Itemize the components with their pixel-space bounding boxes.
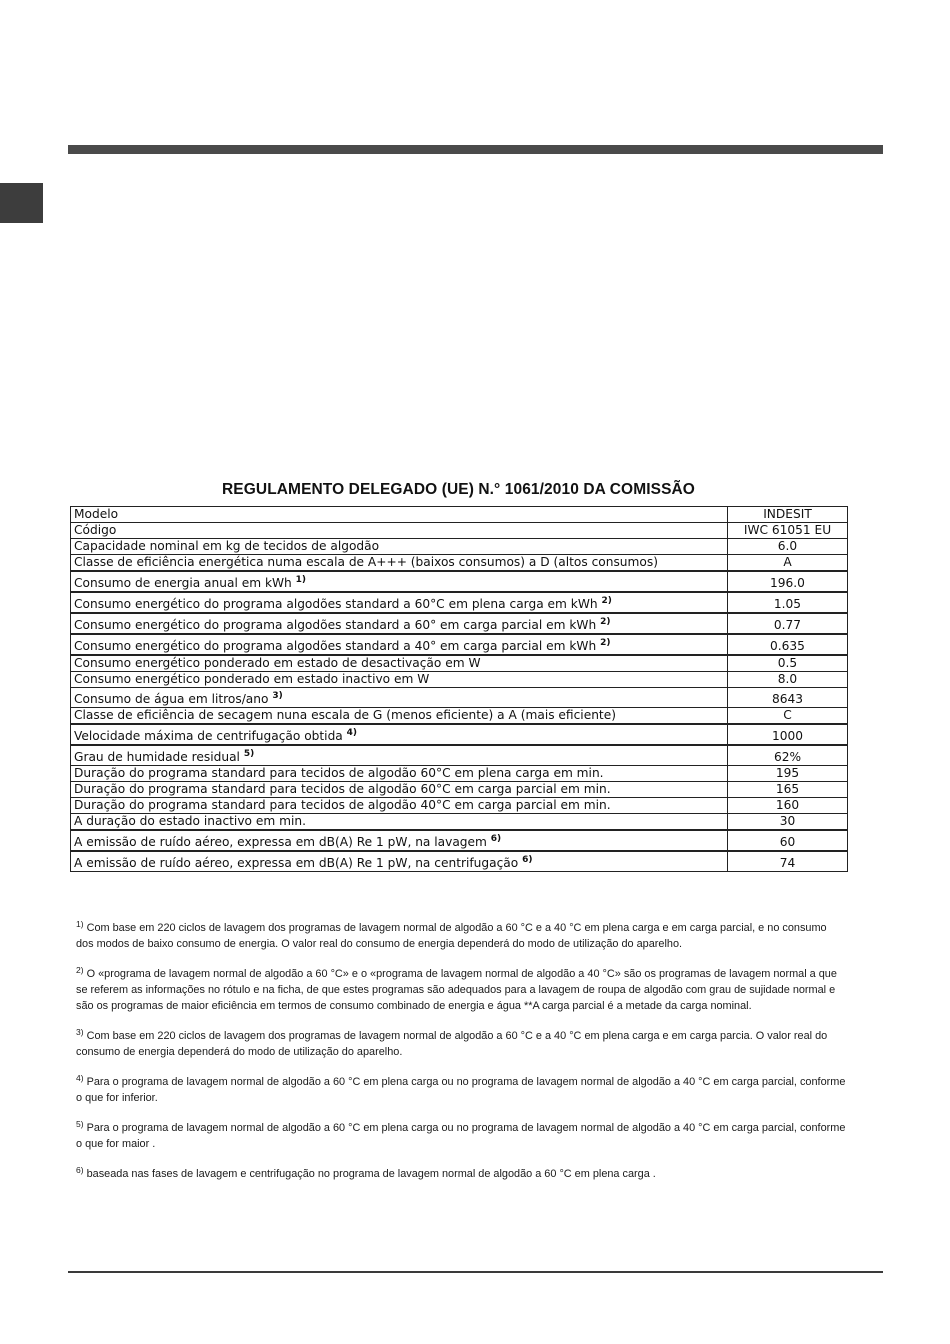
row-label [71, 688, 728, 708]
row-label-text: Consumo energético do programa algodões standard a 60° em carga parcial em kWh [74, 618, 597, 632]
table-row [71, 708, 848, 725]
row-label-text: Duração do programa standard para tecidos de algodão 60°C em plena carga em min. [74, 766, 604, 780]
row-label [71, 655, 728, 672]
footnote-mark: 2) [76, 965, 84, 975]
row-label-text: Consumo energético ponderado em estado de desactivação em W [74, 656, 481, 670]
footnote-ref: 4) [346, 728, 358, 738]
footnote-ref: 6) [522, 855, 533, 865]
row-value: 0.5 [728, 655, 848, 672]
row-value: IWC 61051 EU [728, 523, 848, 539]
footnote-text: O «programa de lavagem normal de algodão a 60 °C» e o «programa de lavagem normal de algodão a 40 °C» são os programas de lavagem normal a que se referem as informações no rótulo e na ficha, de que estes programas são adequados para a lavagem de roupa de algodão com grau de sujidade normal e são os programas de maior eficiência em termos de consumo combinado de energia e água **A carga parcial é a metade da carga nominal. [76, 968, 837, 1012]
row-label [71, 745, 728, 766]
row-label-text: Classe de eficiência de secagem nuna escala de G (menos eficiente) a A (mais eficiente) [74, 708, 616, 722]
row-label-text: Consumo energético ponderado em estado inactivo em W [74, 672, 430, 686]
table-row [71, 634, 848, 655]
row-label [71, 708, 728, 725]
row-label-text: Capacidade nominal em kg de tecidos de algodão [74, 539, 380, 553]
table-row [71, 592, 848, 613]
row-label [71, 539, 728, 555]
table-row [71, 724, 848, 745]
table-row [71, 539, 848, 555]
footnote-ref: 5) [243, 749, 255, 759]
row-label [71, 798, 728, 814]
footnotes [76, 920, 846, 1196]
footnote-ref: 2) [600, 617, 611, 627]
table-row [71, 851, 848, 872]
row-label-text: Consumo energético do programa algodões standard a 40° em carga parcial em kWh [74, 639, 597, 653]
row-value: INDESIT [728, 507, 848, 523]
row-label-text: Modelo [74, 507, 119, 521]
table-row [71, 672, 848, 688]
row-label [71, 592, 728, 613]
row-label [71, 766, 728, 782]
footnote-text: Para o programa de lavagem normal de algodão a 60 °C em plena carga ou no programa de lavagem normal de algodão a 40 °C em carga parcial, conforme o que for maior . [76, 1122, 846, 1150]
specification-table [70, 506, 848, 872]
row-label [71, 851, 728, 872]
row-label-text: Consumo de energia anual em kWh [74, 576, 292, 590]
row-value: 196.0 [728, 571, 848, 592]
row-label [71, 571, 728, 592]
row-value: A [728, 555, 848, 572]
table-row [71, 555, 848, 572]
footnote-text: baseada nas fases de lavagem e centrifugação no programa de lavagem normal de algodão a 60 °C em plena carga . [86, 1168, 656, 1180]
row-label [71, 555, 728, 572]
row-label-text: Duração do programa standard para tecidos de algodão 60°C em carga parcial em min. [74, 782, 611, 796]
row-label [71, 523, 728, 539]
row-value: 0.635 [728, 634, 848, 655]
table-row [71, 766, 848, 782]
row-label [71, 672, 728, 688]
row-label [71, 613, 728, 634]
row-label-text: Consumo energético do programa algodões standard a 60°C em plena carga em kWh [74, 597, 598, 611]
footnote-item [76, 1028, 846, 1060]
table-row [71, 523, 848, 539]
regulation-title: REGULAMENTO DELEGADO (UE) N.° 1061/2010 DA COMISSÃO [222, 481, 695, 498]
footnote-mark: 6) [76, 1165, 84, 1175]
row-label-text: Consumo de água em litros/ano [74, 692, 269, 706]
table-row [71, 745, 848, 766]
row-value: 8.0 [728, 672, 848, 688]
footnote-mark: 3) [76, 1027, 84, 1037]
table-row [71, 655, 848, 672]
row-value: 165 [728, 782, 848, 798]
row-value: 0.77 [728, 613, 848, 634]
row-value: 1000 [728, 724, 848, 745]
footnote-ref: 2) [600, 638, 611, 648]
row-value: 1.05 [728, 592, 848, 613]
row-label-text: A emissão de ruído aéreo, expressa em dB(A) Re 1 pW, na centrifugação [74, 856, 519, 870]
footnote-mark: 5) [76, 1119, 84, 1129]
row-label-text: A duração do estado inactivo em min. [74, 814, 306, 828]
row-value: 74 [728, 851, 848, 872]
row-label-text: A emissão de ruído aéreo, expressa em dB(A) Re 1 pW, na lavagem [74, 835, 487, 849]
footnote-item [76, 1120, 846, 1152]
row-value: 30 [728, 814, 848, 831]
footnote-item [76, 1074, 846, 1106]
footnote-item [76, 966, 846, 1014]
row-label-text: Grau de humidade residual [74, 750, 240, 764]
row-label [71, 634, 728, 655]
footnote-text: Para o programa de lavagem normal de algodão a 60 °C em plena carga ou no programa de lavagem normal de algodão a 40 °C em carga parcial, conforme o que for inferior. [76, 1076, 846, 1104]
footnote-item [76, 920, 846, 952]
footnote-text: Com base em 220 ciclos de lavagem dos programas de lavagem normal de algodão a 60 °C e a 40 °C em plena carga e em carga parcia. O valor real do consumo de energia dependerá do modo de utilização do aparelho. [76, 1030, 828, 1058]
row-label-text: Classe de eficiência energética numa escala de A+++ (baixos consumos) a D (altos consumos) [74, 555, 658, 569]
row-label [71, 782, 728, 798]
table-row [71, 782, 848, 798]
row-value: C [728, 708, 848, 725]
footnote-mark: 4) [76, 1073, 84, 1083]
footnote-item [76, 1166, 846, 1182]
bottom-rule [68, 1271, 883, 1273]
table-row [71, 798, 848, 814]
table-row [71, 688, 848, 708]
row-value: 160 [728, 798, 848, 814]
row-value: 8643 [728, 688, 848, 708]
top-rule [68, 145, 883, 154]
row-value: 60 [728, 830, 848, 851]
footnote-mark: 1) [76, 919, 84, 929]
row-label [71, 814, 728, 831]
footnote-ref: 3) [272, 691, 283, 701]
table-row [71, 814, 848, 831]
row-value: 6.0 [728, 539, 848, 555]
footnote-ref: 6) [490, 834, 502, 844]
row-value: 62% [728, 745, 848, 766]
row-label [71, 830, 728, 851]
table-row [71, 507, 848, 523]
table-row [71, 830, 848, 851]
row-value: 195 [728, 766, 848, 782]
table-row [71, 571, 848, 592]
footnote-ref: 2) [601, 596, 612, 606]
row-label-text: Código [74, 523, 117, 537]
row-label-text: Duração do programa standard para tecidos de algodão 40°C em carga parcial em min. [74, 798, 611, 812]
footnote-ref: 1) [295, 575, 307, 585]
section-tab-marker [0, 183, 43, 223]
row-label [71, 724, 728, 745]
row-label [71, 507, 728, 523]
table-row [71, 613, 848, 634]
row-label-text: Velocidade máxima de centrifugação obtida [74, 729, 343, 743]
footnote-text: Com base em 220 ciclos de lavagem dos programas de lavagem normal de algodão a 60 °C e a 40 °C em plena carga e em carga parcial, e no consumo dos modos de baixo consumo de energia. O valor real do consumo de energia dependerá do modo de utilização do aparelho. [76, 922, 827, 950]
